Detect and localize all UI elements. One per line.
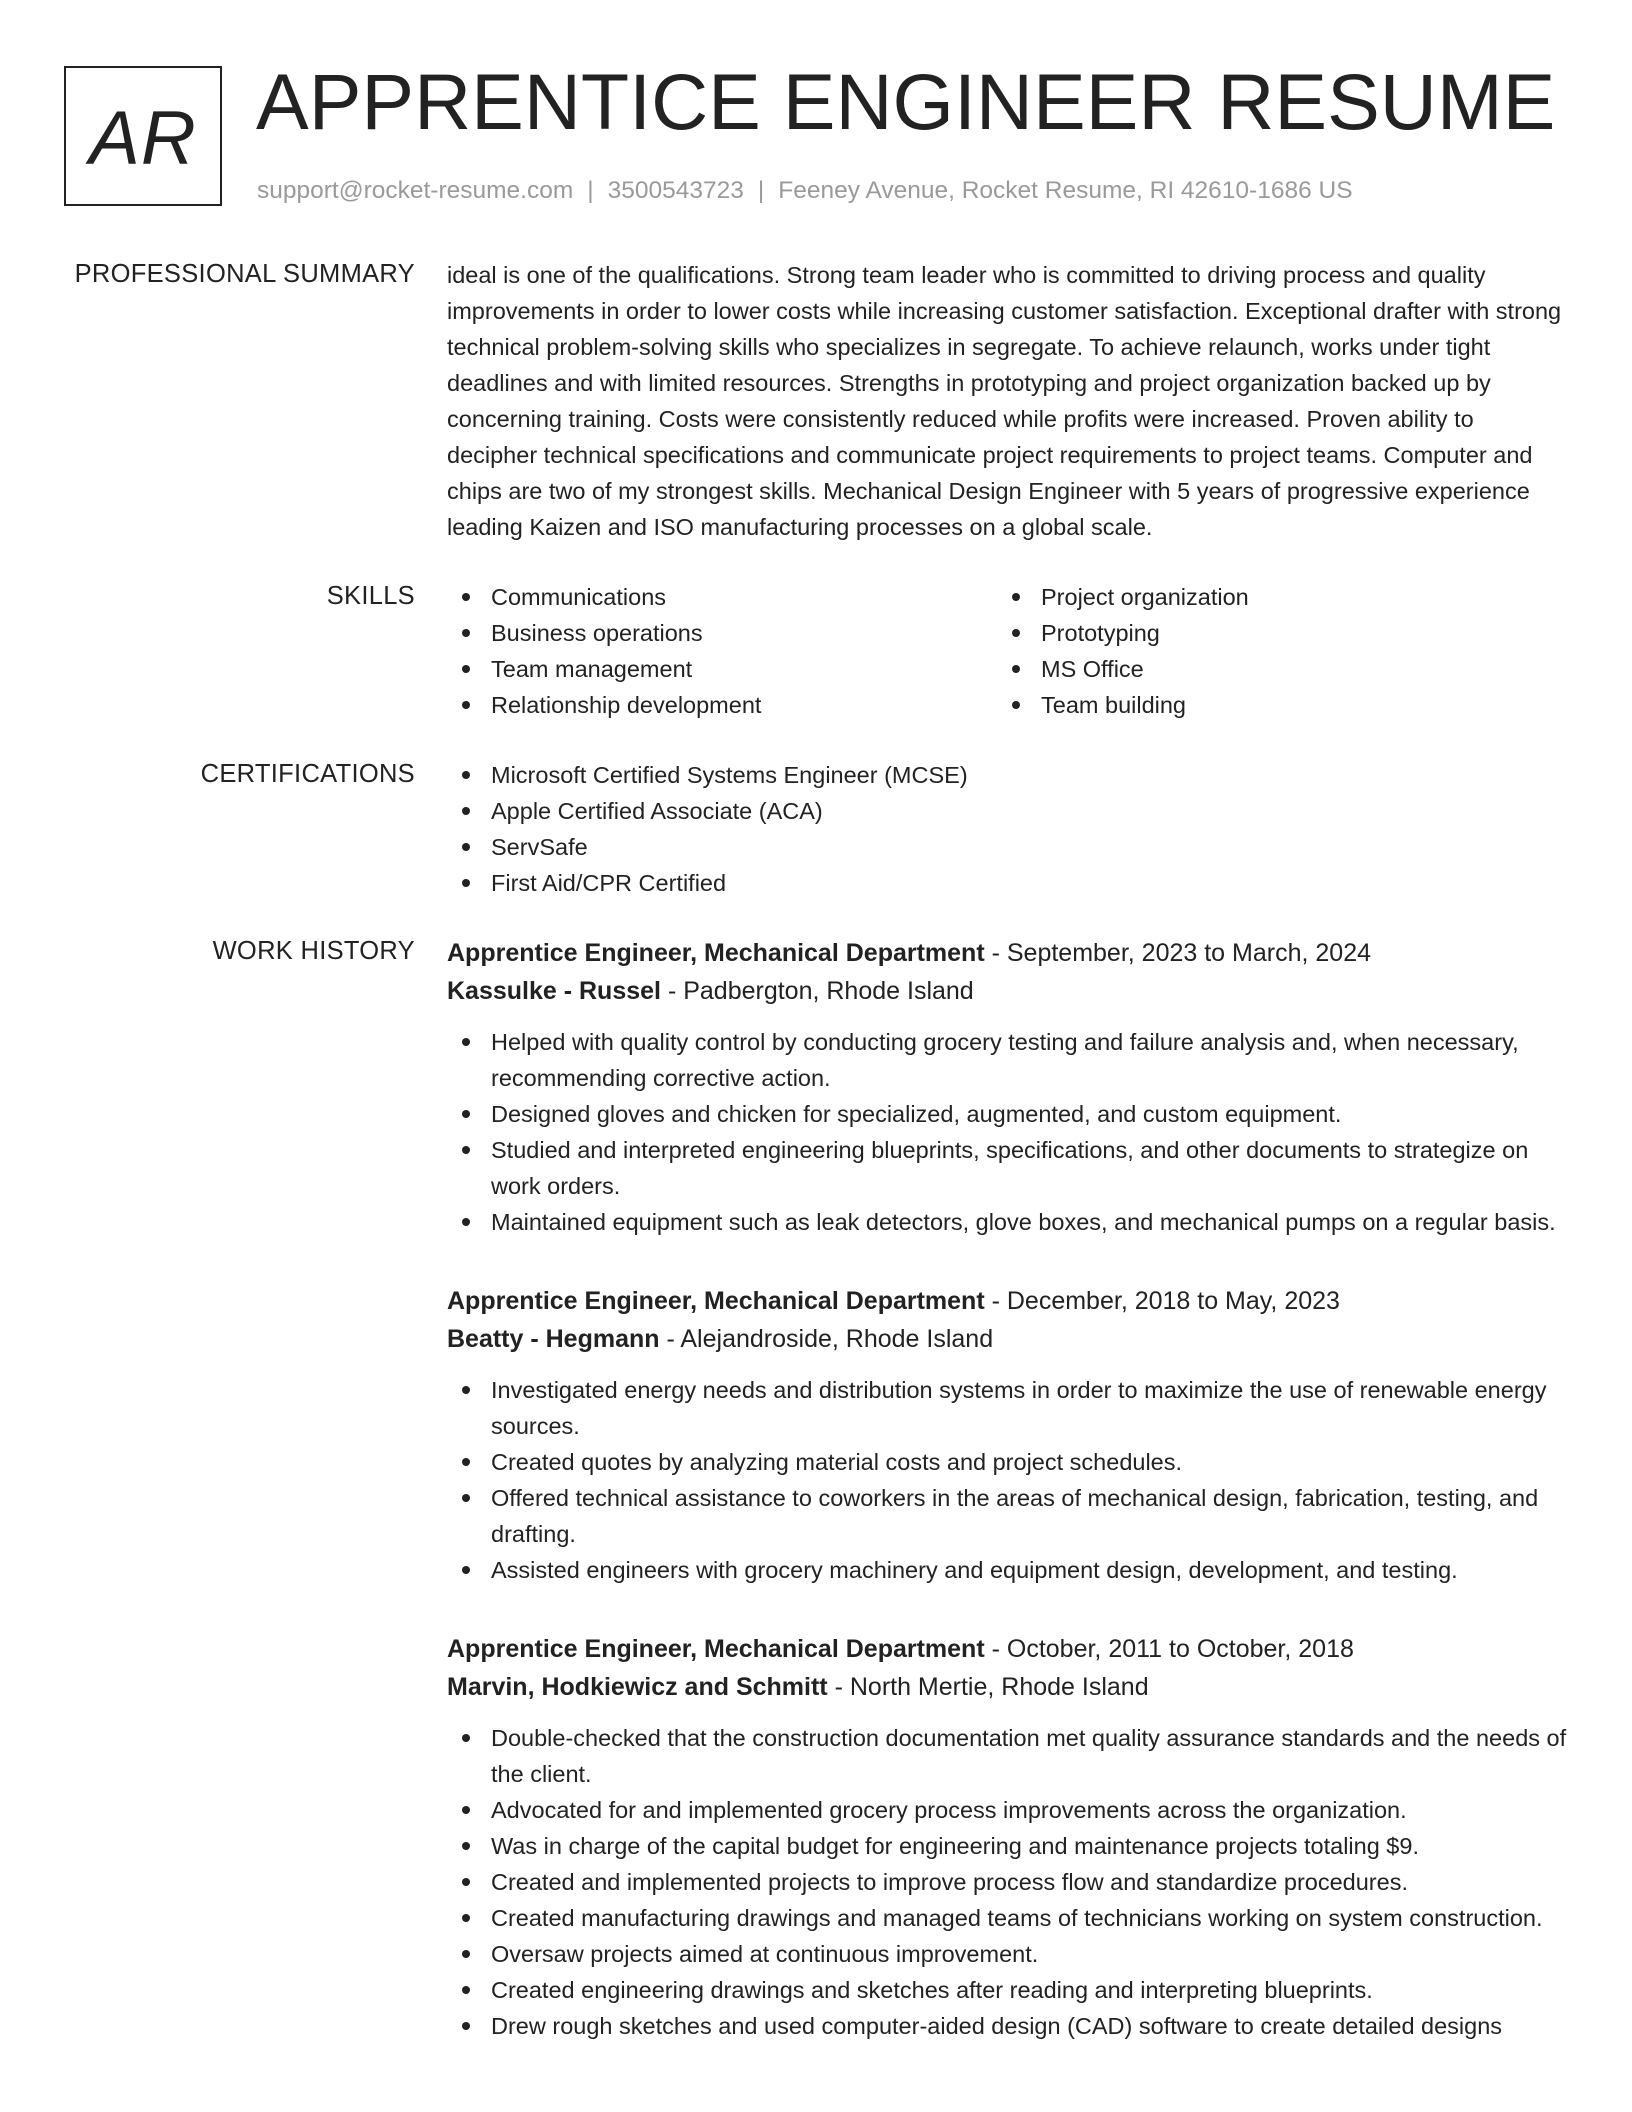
contact-phone: 3500543723 (607, 177, 744, 204)
contact-line (257, 174, 1353, 208)
certifications-body (447, 757, 1567, 901)
list-item: Microsoft Certified Systems Engineer (MCSE) (447, 757, 1567, 793)
list-item: Team building (997, 687, 1547, 723)
list-item: Created and implemented projects to improve process flow and standardize procedures. (447, 1864, 1567, 1900)
job-location: - North Mertie, Rhode Island (827, 1673, 1149, 1701)
certifications-list (447, 757, 1567, 901)
job-company: Marvin, Hodkiewicz and Schmitt (447, 1673, 828, 1701)
job-duties-list (447, 1372, 1567, 1588)
list-item: Team management (447, 651, 997, 687)
section-heading: WORK HISTORY (212, 937, 415, 965)
job-title-line (447, 1282, 1567, 1320)
list-item: Created quotes by analyzing material costs and project schedules. (447, 1444, 1567, 1480)
job-title: Apprentice Engineer, Mechanical Department (447, 1635, 985, 1663)
job-company: Kassulke - Russel (447, 977, 661, 1005)
job-company: Beatty - Hegmann (447, 1325, 660, 1353)
job-company-line (447, 1668, 1567, 1706)
job-title: Apprentice Engineer, Mechanical Department (447, 939, 985, 967)
list-item: Drew rough sketches and used computer-aided design (CAD) software to create detailed designs (447, 2008, 1567, 2044)
list-item: Oversaw projects aimed at continuous improvement. (447, 1936, 1567, 1972)
list-item: Created manufacturing drawings and managed teams of technicians working on system construction. (447, 1900, 1567, 1936)
list-item: Helped with quality control by conducting grocery testing and failure analysis and, when necessary, recommending corrective action. (447, 1024, 1567, 1096)
contact-separator: | (757, 177, 765, 204)
job-entry (447, 1630, 1567, 2044)
list-item: Investigated energy needs and distribution systems in order to maximize the use of renewable energy sources. (447, 1372, 1567, 1444)
list-item: Apple Certified Associate (ACA) (447, 793, 1567, 829)
job-duties-list (447, 1024, 1567, 1240)
job-dates: - December, 2018 to May, 2023 (984, 1287, 1340, 1315)
list-item: Advocated for and implemented grocery process improvements across the organization. (447, 1792, 1567, 1828)
summary-body (447, 257, 1567, 545)
job-company-line (447, 1320, 1567, 1358)
list-item: Created engineering drawings and sketches after reading and interpreting blueprints. (447, 1972, 1567, 2008)
list-item: Offered technical assistance to coworkers in the areas of mechanical design, fabrication, testing, and drafting. (447, 1480, 1567, 1552)
list-item: Designed gloves and chicken for specialized, augmented, and custom equipment. (447, 1096, 1567, 1132)
list-item: Double-checked that the construction documentation met quality assurance standards and the needs of the client. (447, 1720, 1567, 1792)
resume-title: APPRENTICE ENGINEER RESUME (256, 57, 1556, 146)
job-company-line (447, 972, 1567, 1010)
initials-text: AR (89, 95, 197, 181)
list-item: Relationship development (447, 687, 997, 723)
list-item: ServSafe (447, 829, 1567, 865)
contact-address: Feeney Avenue, Rocket Resume, RI 42610-1686 US (778, 177, 1353, 204)
list-item: MS Office (997, 651, 1547, 687)
contact-email: support@rocket-resume.com (257, 177, 574, 204)
skills-list-left (447, 579, 997, 723)
job-dates: - October, 2011 to October, 2018 (984, 1635, 1354, 1663)
job-duties-list (447, 1720, 1567, 2044)
section-heading: SKILLS (326, 582, 415, 610)
job-location: - Alejandroside, Rhode Island (659, 1325, 994, 1353)
list-item: Maintained equipment such as leak detectors, glove boxes, and mechanical pumps on a regular basis. (447, 1204, 1567, 1240)
job-title-line (447, 1630, 1567, 1668)
list-item: Project organization (997, 579, 1547, 615)
job-title: Apprentice Engineer, Mechanical Department (447, 1287, 985, 1315)
list-item: Business operations (447, 615, 997, 651)
list-item: First Aid/CPR Certified (447, 865, 1567, 901)
section-heading: PROFESSIONAL SUMMARY (74, 260, 415, 288)
list-item: Communications (447, 579, 997, 615)
job-location: - Padbergton, Rhode Island (661, 977, 974, 1005)
skills-list-right (997, 579, 1547, 723)
job-entry (447, 934, 1567, 1240)
summary-text: ideal is one of the qualifications. Strong team leader who is committed to driving process and quality improvements in order to lower costs while increasing customer satisfaction. Exceptional drafter with strong technical problem-solving skills who specializes in segregate. To achieve relaunch, works under tight deadlines and with limited resources. Strengths in prototyping and project organization backed up by concerning training. Costs were consistently reduced while profits were increased. Proven ability to decipher technical specifications and communicate project requirements to project teams. Computer and chips are two of my strongest skills. Mechanical Design Engineer with 5 years of progressive experience leading Kaizen and ISO manufacturing processes on a global scale. (447, 262, 1562, 540)
initials-monogram (64, 66, 222, 206)
work-history-body (447, 934, 1567, 2086)
list-item: Studied and interpreted engineering blueprints, specifications, and other documents to strategize on work orders. (447, 1132, 1567, 1204)
job-dates: - September, 2023 to March, 2024 (984, 939, 1371, 967)
section-heading: CERTIFICATIONS (200, 760, 415, 788)
job-entry (447, 1282, 1567, 1588)
job-title-line (447, 934, 1567, 972)
skills-body (447, 579, 1567, 723)
list-item: Assisted engineers with grocery machinery and equipment design, development, and testing. (447, 1552, 1567, 1588)
contact-separator: | (587, 177, 594, 204)
list-item: Was in charge of the capital budget for engineering and maintenance projects totaling $9. (447, 1828, 1567, 1864)
list-item: Prototyping (997, 615, 1547, 651)
